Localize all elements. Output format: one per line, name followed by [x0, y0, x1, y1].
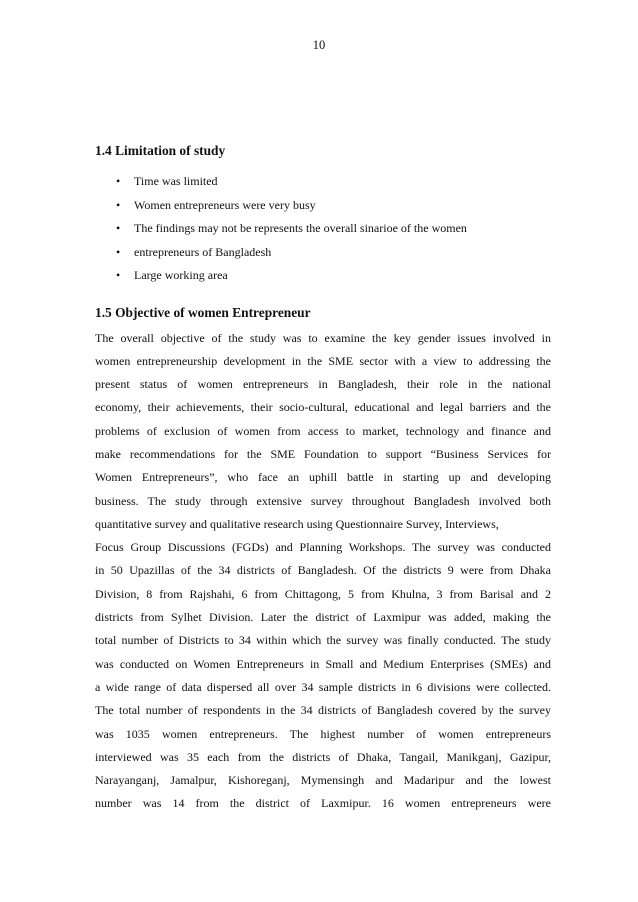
paragraph-line: problems of exclusion of women from access to market, technology and finance and: [95, 423, 551, 438]
paragraph-line: quantitative survey and qualitative research using Questionnaire Survey, Interviews,: [95, 516, 499, 531]
bullet-item: [95, 217, 551, 241]
bullet-item: [95, 264, 551, 288]
bullet-item: [95, 170, 551, 194]
paragraph-line: The total number of respondents in the 34 districts of Bangladesh covered by the survey: [95, 703, 551, 718]
paragraph-line: women entrepreneurship development in the SME sector with a view to addressing the: [95, 353, 551, 368]
page-number: 10: [312, 38, 326, 52]
bullet-text: Time was limited: [134, 174, 218, 188]
bullet-item: [95, 194, 551, 218]
paragraph-line: The overall objective of the study was to examine the key gender issues involved in: [95, 330, 551, 345]
bullet-icon: •: [116, 221, 121, 235]
paragraph-line: a wide range of data dispersed all over 34 sample districts in 6 divisions were collected.: [95, 679, 551, 694]
bullet-icon: •: [116, 268, 121, 282]
paragraph-line: business. The study through extensive survey throughout Bangladesh involved both: [95, 493, 551, 508]
paragraph-line: interviewed was 35 each from the districts of Dhaka, Tangail, Manikganj, Gazipur,: [95, 749, 551, 764]
section-heading-limitation: 1.4 Limitation of study: [95, 143, 226, 158]
paragraph-line: Women Entrepreneurs”, who face an uphill battle in starting up and developing: [95, 470, 551, 485]
paragraph-line: in 50 Upazillas of the 34 districts of Bangladesh. Of the districts 9 were from Dhaka: [95, 563, 551, 578]
paragraph-line: Narayanganj, Jamalpur, Kishoreganj, Mymensingh and Madaripur and the lowest: [95, 773, 551, 788]
paragraph-line: Division, 8 from Rajshahi, 6 from Chittagong, 5 from Khulna, 3 from Barisal and 2: [95, 586, 551, 601]
bullet-icon: •: [116, 174, 121, 188]
bullet-text: entrepreneurs of Bangladesh: [134, 244, 272, 259]
paragraph-line: was conducted on Women Entrepreneurs in Small and Medium Enterprises (SMEs) and: [95, 656, 551, 671]
bullet-item: [95, 241, 551, 265]
bullet-icon: •: [116, 197, 121, 212]
bullet-text: The findings may not be represents the overall sinarioe of the women: [134, 221, 467, 235]
limitation-bullet-list: [95, 170, 551, 288]
paragraph-line: total number of Districts to 34 within which the survey was finally conducted. The study: [95, 633, 551, 648]
paragraph-line: make recommendations for the SME Foundation to support “Business Services for: [95, 446, 551, 461]
bullet-text: Large working area: [134, 268, 228, 282]
objective-paragraph: [95, 327, 551, 816]
section-heading-objective: 1.5 Objective of women Entrepreneur: [95, 304, 311, 320]
paragraph-line: present status of women entrepreneurs in Bangladesh, their role in the national: [95, 377, 551, 392]
paragraph-line: districts from Sylhet Division. Later the district of Laxmipur was added, making the: [95, 610, 551, 625]
paragraph-line: was 1035 women entrepreneurs. The highest number of women entrepreneurs: [95, 726, 551, 741]
bullet-icon: •: [116, 244, 121, 259]
bullet-text: Women entrepreneurs were very busy: [134, 197, 316, 212]
paragraph-line: Focus Group Discussions (FGDs) and Planning Workshops. The survey was conducted: [95, 540, 551, 555]
paragraph-line: economy, their achievements, their socio-cultural, educational and legal barriers and the: [95, 400, 551, 415]
page-content: [95, 140, 551, 816]
paragraph-line: number was 14 from the district of Laxmipur. 16 women entrepreneurs were: [95, 796, 551, 811]
